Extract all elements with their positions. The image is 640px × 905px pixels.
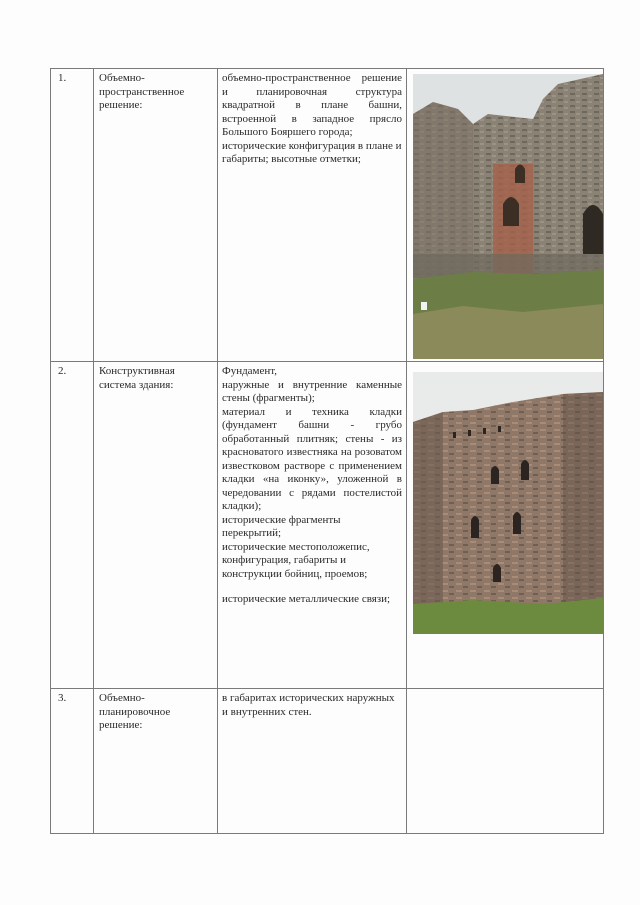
row-title: Объемно-пространственное решение: <box>94 69 218 362</box>
row-number: 1. <box>51 69 94 362</box>
row-title: Конструктивная система здания: <box>94 362 218 689</box>
photo-cell <box>407 362 604 689</box>
row-description <box>218 362 407 689</box>
photo-cell <box>407 69 604 362</box>
table-row <box>51 689 604 834</box>
description-line: материал и техника кладки (фундамент башни - грубо обработанный плитняк; стены - из красноватого известняка на розоватом известковом растворе с применением кладки «на иконку», уложенной в чередовании с рядами постелистой кладки); <box>222 405 402 512</box>
row-number: 2. <box>51 362 94 689</box>
row-description <box>218 689 407 834</box>
description-line: объемно-пространственное решение и планировочная структура квадратной в плане башни, встроенной в западное прясло Большого Бояршего города; <box>222 72 402 138</box>
table-row <box>51 69 604 362</box>
description-line: исторические металлические связи; <box>222 593 391 605</box>
tower-facade-photo <box>413 372 603 634</box>
description-line: в габаритах исторических наружных и внутренних стен. <box>222 692 395 718</box>
row-title: Объемно-планировочное решение: <box>94 689 218 834</box>
row-description <box>218 69 407 362</box>
description-line: исторические конфигурация в плане и габариты; высотные отметки; <box>222 139 402 165</box>
ruined-tower-interior-photo <box>413 74 603 359</box>
protection-subjects-table <box>50 68 604 834</box>
description-line: исторические местоположепис, конфигурация, габариты и конструкции бойниц, проемов; <box>222 540 370 580</box>
description-line: исторические фрагменты перекрытий; <box>222 513 341 539</box>
photo-cell <box>407 689 604 834</box>
table-row <box>51 362 604 689</box>
description-line: наружные и внутренние каменные стены (фрагменты); <box>222 378 402 404</box>
row-number: 3. <box>51 689 94 834</box>
description-line: Фундамент, <box>222 365 278 377</box>
